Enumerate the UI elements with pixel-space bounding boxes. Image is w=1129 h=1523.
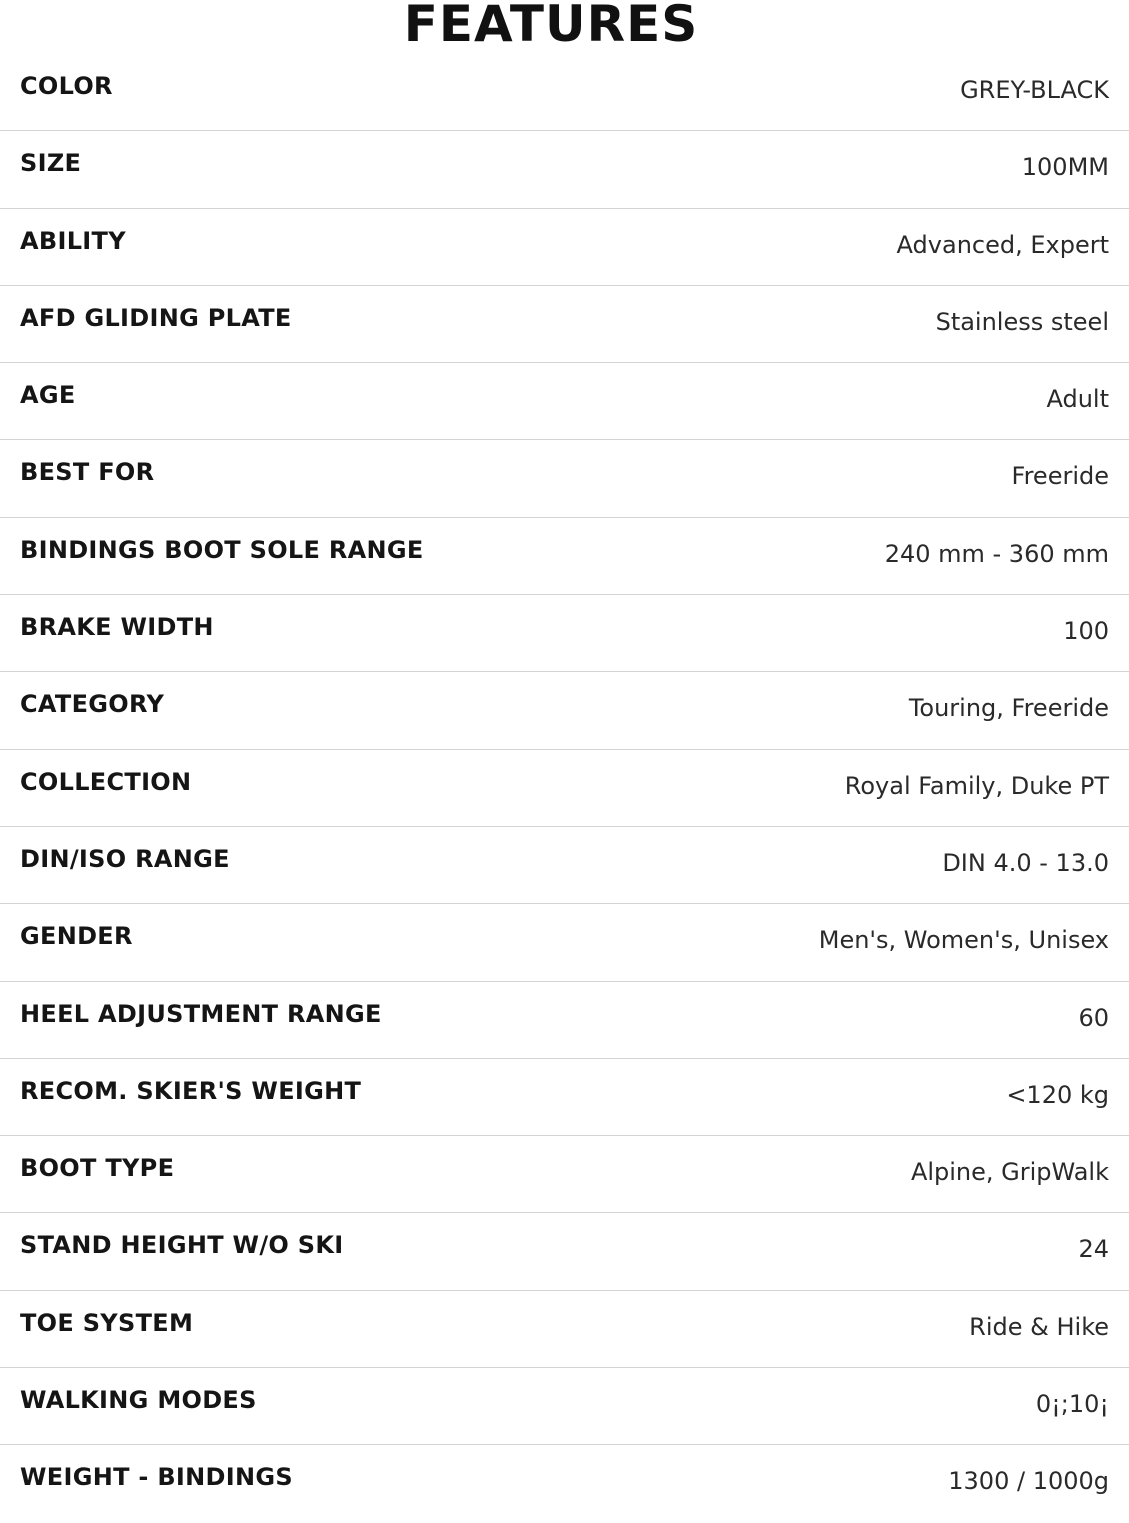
feature-label: STAND HEIGHT W/O SKI bbox=[20, 1231, 344, 1260]
feature-label: AGE bbox=[20, 381, 76, 410]
page-title: FEATURES bbox=[403, 0, 699, 53]
feature-value: 1300 / 1000g bbox=[948, 1467, 1109, 1496]
feature-row-toe-system bbox=[0, 1291, 1129, 1368]
feature-label: GENDER bbox=[20, 922, 133, 951]
feature-label: COLOR bbox=[20, 72, 113, 100]
feature-row-boot-type bbox=[0, 1136, 1129, 1213]
feature-row-weight-bindings bbox=[0, 1445, 1129, 1522]
feature-label: BRAKE WIDTH bbox=[20, 613, 214, 642]
feature-row-afd-gliding-plate bbox=[0, 286, 1129, 363]
feature-label: WEIGHT - BINDINGS bbox=[20, 1463, 293, 1492]
feature-label: ABILITY bbox=[20, 226, 126, 255]
feature-row-color bbox=[0, 54, 1129, 131]
feature-value: Adult bbox=[1046, 385, 1109, 414]
feature-value: Ride & Hike bbox=[969, 1312, 1109, 1341]
feature-value: Freeride bbox=[1011, 462, 1109, 491]
feature-value: Stainless steel bbox=[935, 307, 1109, 336]
feature-row-din-iso-range bbox=[0, 827, 1129, 904]
feature-value: Royal Family, Duke PT bbox=[844, 771, 1109, 800]
feature-value: <120 kg bbox=[1006, 1080, 1109, 1109]
feature-label: AFD GLIDING PLATE bbox=[20, 303, 292, 332]
feature-value: 100MM bbox=[1021, 153, 1109, 182]
feature-row-walking-modes bbox=[0, 1368, 1129, 1445]
feature-row-best-for bbox=[0, 440, 1129, 517]
feature-value: Men's, Women's, Unisex bbox=[818, 926, 1109, 955]
feature-value: 0¡;10¡ bbox=[1035, 1390, 1109, 1419]
feature-label: RECOM. SKIER'S WEIGHT bbox=[20, 1076, 362, 1105]
feature-value: 60 bbox=[1078, 1003, 1109, 1032]
feature-label: SIZE bbox=[20, 149, 82, 178]
feature-label: WALKING MODES bbox=[20, 1386, 257, 1415]
feature-row-age bbox=[0, 363, 1129, 440]
feature-row-collection bbox=[0, 750, 1129, 827]
feature-label: BEST FOR bbox=[20, 458, 155, 487]
feature-row-brake-width bbox=[0, 595, 1129, 672]
feature-row-heel-adjustment-range bbox=[0, 982, 1129, 1059]
feature-row-ability bbox=[0, 209, 1129, 286]
feature-label: BOOT TYPE bbox=[20, 1154, 175, 1183]
feature-label: HEEL ADJUSTMENT RANGE bbox=[20, 999, 382, 1028]
feature-row-stand-height bbox=[0, 1213, 1129, 1290]
feature-row-category bbox=[0, 672, 1129, 749]
feature-label: COLLECTION bbox=[20, 767, 192, 796]
feature-row-skier-weight bbox=[0, 1059, 1129, 1136]
feature-value: DIN 4.0 - 13.0 bbox=[942, 848, 1109, 877]
feature-value: GREY-BLACK bbox=[960, 76, 1109, 104]
feature-label: TOE SYSTEM bbox=[20, 1308, 194, 1337]
feature-row-gender bbox=[0, 904, 1129, 981]
feature-label: DIN/ISO RANGE bbox=[20, 844, 230, 873]
feature-value: Alpine, GripWalk bbox=[910, 1158, 1109, 1187]
feature-value: 240 mm - 360 mm bbox=[884, 539, 1109, 568]
feature-value: 24 bbox=[1078, 1235, 1109, 1264]
feature-value: Touring, Freeride bbox=[908, 694, 1109, 723]
feature-value: Advanced, Expert bbox=[896, 230, 1109, 259]
features-table bbox=[0, 54, 1129, 1523]
feature-value: 100 bbox=[1063, 617, 1109, 646]
feature-label: CATEGORY bbox=[20, 690, 165, 719]
feature-row-boot-sole-range bbox=[0, 518, 1129, 595]
feature-row-size bbox=[0, 131, 1129, 208]
feature-label: BINDINGS BOOT SOLE RANGE bbox=[20, 535, 424, 564]
